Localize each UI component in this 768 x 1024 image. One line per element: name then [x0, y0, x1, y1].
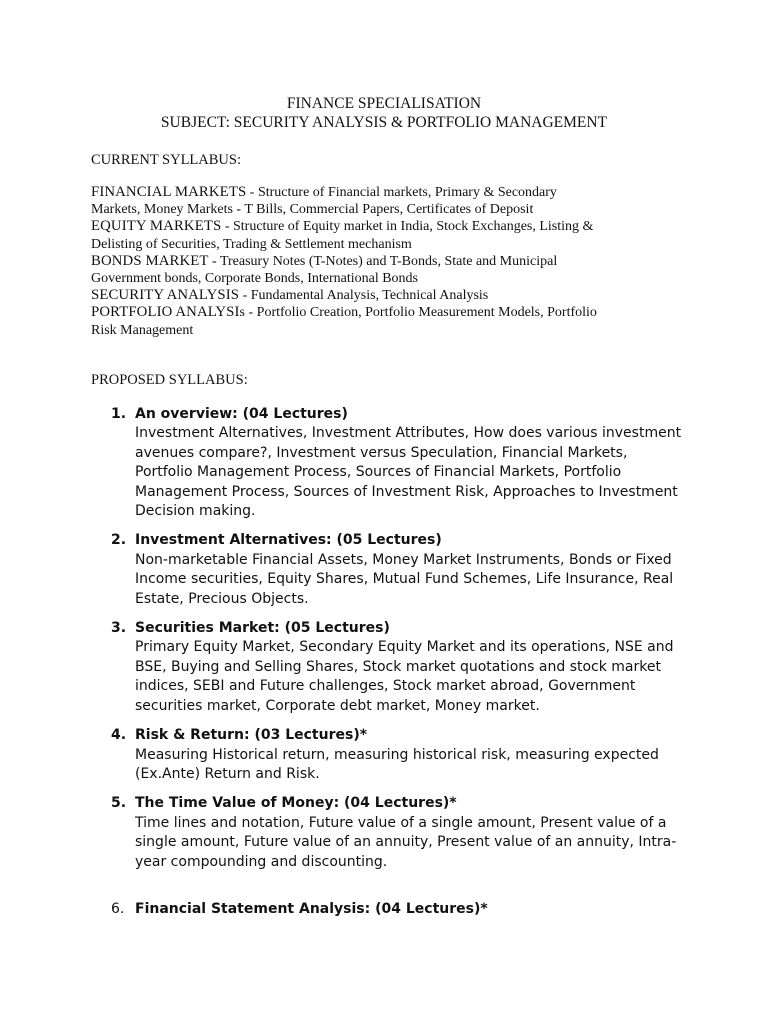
- current-syllabus-entry: [91, 287, 631, 304]
- entry-text: Government bonds, Corporate Bonds, International Bonds: [91, 271, 419, 287]
- item-text: Time lines and notation, Future value of a single amount, Present value of a: [135, 814, 667, 831]
- entry-text: Risk Management: [91, 322, 194, 338]
- item-title: Investment Alternatives: (05 Lectures): [135, 532, 442, 549]
- item-title: The Time Value of Money: (04 Lectures)*: [135, 795, 457, 812]
- title-line-2: SUBJECT: SECURITY ANALYSIS & PORTFOLIO MANAGEMENT: [160, 114, 608, 131]
- entry-term: EQUITY MARKETS: [91, 218, 222, 235]
- entry-term: SECURITY ANALYSIS: [91, 287, 240, 304]
- proposed-syllabus-heading: PROPOSED SYLLABUS:: [91, 372, 248, 388]
- item-text: BSE, Buying and Selling Shares, Stock market quotations and stock market: [135, 658, 661, 675]
- current-syllabus-list: [91, 184, 631, 339]
- current-syllabus-entry: [91, 253, 631, 287]
- entry-term: FINANCIAL MARKETS: [91, 184, 247, 200]
- item-number: 2.: [111, 532, 127, 549]
- item-text: Management Process, Sources of Investment Risk, Approaches to Investment: [135, 483, 678, 500]
- proposed-syllabus-list: [111, 405, 691, 929]
- item-text: year compounding and discounting.: [135, 853, 388, 870]
- item-text: (Ex.Ante) Return and Risk.: [135, 765, 320, 782]
- current-syllabus-entry: [91, 218, 631, 252]
- entry-term: PORTFOLIO ANALYSI: [91, 304, 240, 321]
- entry-text: s - Portfolio Creation, Portfolio Measurement Models, Portfolio: [239, 305, 597, 321]
- item-text: Primary Equity Market, Secondary Equity Market and its operations, NSE and: [135, 639, 674, 656]
- item-number: 5.: [111, 795, 127, 812]
- item-text: indices, SEBI and Future challenges, Stock market abroad, Government: [135, 678, 636, 695]
- item-text: Estate, Precious Objects.: [135, 590, 309, 607]
- item-text: Decision making.: [135, 503, 256, 520]
- syllabus-item: [111, 794, 691, 872]
- syllabus-item: [111, 531, 691, 609]
- item-title: Securities Market: (05 Lectures): [135, 620, 390, 637]
- item-number: 1.: [111, 406, 127, 422]
- entry-text: - Structure of Equity market in India, Stock Exchanges, Listing &: [221, 219, 594, 235]
- entry-text: - Treasury Notes (T-Notes) and T-Bonds, State and Municipal: [208, 253, 558, 269]
- entry-term: BONDS MARKET: [91, 252, 209, 269]
- item-text: Income securities, Equity Shares, Mutual Fund Schemes, Life Insurance, Real: [135, 571, 674, 588]
- current-syllabus-entry: [91, 304, 631, 338]
- entry-text: Markets, Money Markets - T Bills, Commercial Papers, Certificates of Deposit: [91, 202, 534, 218]
- item-number: 4.: [111, 727, 127, 744]
- item-text: Portfolio Management Process, Sources of Financial Markets, Portfolio: [135, 464, 622, 481]
- item-number: 6.: [111, 900, 125, 917]
- entry-text: Delisting of Securities, Trading & Settlement mechanism: [91, 236, 412, 252]
- entry-text: - Fundamental Analysis, Technical Analysis: [239, 288, 489, 304]
- item-title: Financial Statement Analysis: (04 Lectures)*: [135, 900, 488, 917]
- syllabus-item: [111, 900, 691, 919]
- item-text: Measuring Historical return, measuring historical risk, measuring expected: [135, 746, 659, 763]
- item-title: Risk & Return: (03 Lectures)*: [135, 727, 368, 744]
- item-text: Investment Alternatives, Investment Attributes, How does various investment: [135, 425, 682, 442]
- syllabus-item: [111, 726, 691, 784]
- entry-text: - Structure of Financial markets, Primary & Secondary: [246, 185, 557, 200]
- syllabus-item: [111, 619, 691, 716]
- item-title: An overview: (04 Lectures): [135, 406, 348, 422]
- document-title: [0, 94, 768, 132]
- item-text: avenues compare?, Investment versus Speculation, Financial Markets,: [135, 444, 628, 461]
- title-line-1: FINANCE SPECIALISATION: [286, 95, 482, 112]
- syllabus-item: [111, 405, 691, 521]
- current-syllabus-entry: [91, 184, 631, 218]
- item-text: Non-marketable Financial Assets, Money Market Instruments, Bonds or Fixed: [135, 551, 672, 568]
- item-number: 3.: [111, 620, 127, 637]
- item-text: securities market, Corporate debt market, Money market.: [135, 697, 540, 714]
- item-text: single amount, Future value of an annuity, Present value of an annuity, Intra-: [135, 834, 677, 851]
- current-syllabus-heading: CURRENT SYLLABUS:: [91, 152, 241, 168]
